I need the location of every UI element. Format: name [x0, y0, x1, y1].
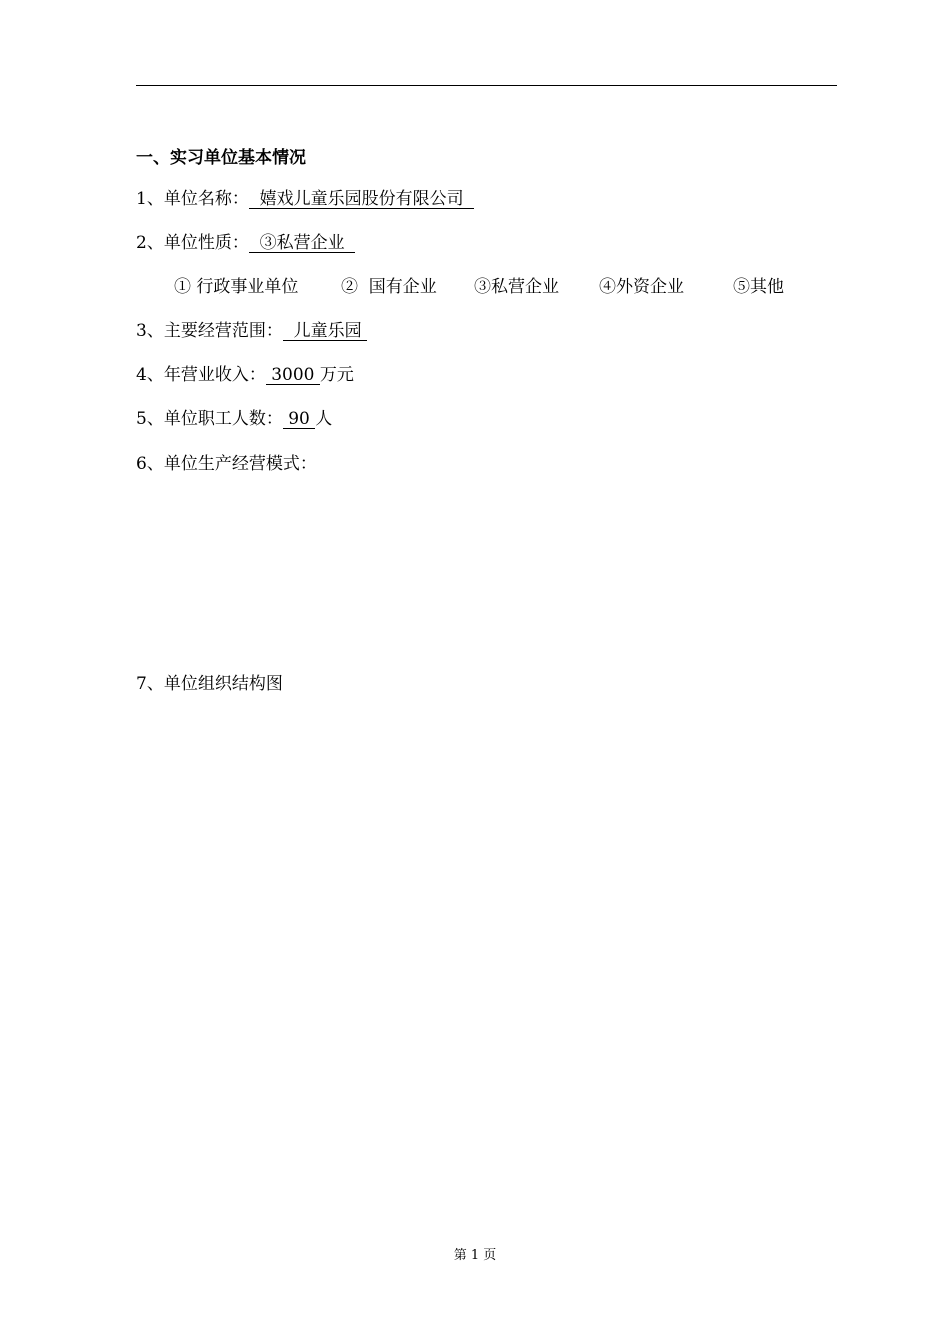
field-staff-count-value: 90 [282, 409, 316, 429]
field-annual-revenue [136, 364, 354, 386]
field-annual-revenue-label: 4、年营业收入： [136, 365, 266, 385]
field-business-scope-label: 3、主要经营范围： [136, 321, 283, 341]
field-staff-count [136, 408, 332, 430]
nature-option-1: ① 行政事业单位 [174, 277, 299, 297]
field-unit-name-value: 嬉戏儿童乐园股份有限公司 [248, 189, 475, 209]
field-unit-nature [136, 232, 355, 254]
field-org-chart: 7、单位组织结构图 [136, 674, 283, 694]
field-annual-revenue-value: 3000 [265, 365, 320, 385]
field-business-mode: 6、单位生产经营模式： [136, 454, 317, 474]
nature-option-2: ② 国有企业 [341, 277, 437, 297]
field-unit-nature-value: ③私营企业 [248, 233, 356, 253]
field-annual-revenue-unit: 万元 [319, 365, 354, 385]
field-staff-count-label: 5、单位职工人数： [136, 409, 283, 429]
page-number: 第 1 页 [453, 1248, 497, 1263]
field-business-scope-value: 儿童乐园 [282, 321, 368, 341]
field-unit-nature-label: 2、单位性质： [136, 233, 249, 253]
field-unit-name-label: 1、单位名称： [136, 189, 249, 209]
field-staff-count-unit: 人 [315, 409, 333, 429]
nature-option-3: ③私营企业 [474, 277, 559, 297]
field-unit-name [136, 188, 474, 210]
header-rule [136, 85, 837, 86]
nature-option-5: ⑤其他 [733, 277, 784, 297]
nature-option-4: ④外资企业 [599, 277, 684, 297]
section-title: 一、实习单位基本情况 [136, 148, 306, 168]
field-business-scope [136, 320, 367, 342]
